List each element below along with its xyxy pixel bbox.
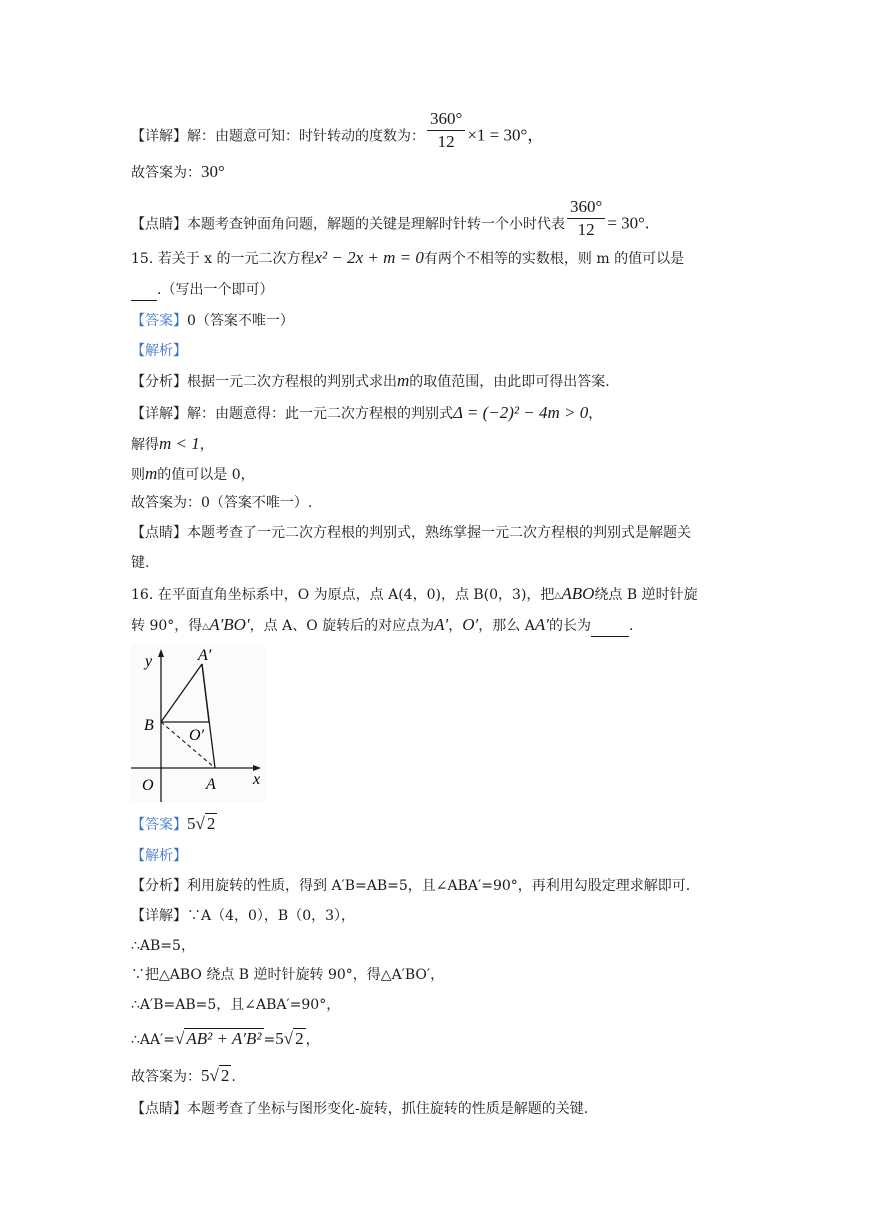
sqrt-icon: √ AB² + A′B² bbox=[175, 1029, 262, 1048]
q16-analysis-label: 【解析】 bbox=[131, 848, 187, 864]
q16-d1: ∵A（4，0），B（0，3）， bbox=[187, 908, 356, 924]
q16-d6-radicand: 2 bbox=[220, 1066, 230, 1085]
q15-comment-line2: 键. bbox=[131, 555, 150, 571]
q16-d5-post: ， bbox=[305, 1032, 320, 1048]
q16-fenxi-label: 【分析】 bbox=[131, 878, 187, 894]
q15-detail-line bbox=[131, 403, 602, 424]
q15-detail-text: 解：由题意得：此一元二次方程根的判别式 bbox=[187, 406, 453, 422]
s14-comment-line bbox=[131, 197, 650, 245]
q16-d5-radicand2: 2 bbox=[295, 1029, 304, 1048]
q15-step1-pre: 解得 bbox=[131, 437, 159, 453]
s14-comment-fraction: $\frac{360^\circ}{12}$ bbox=[567, 198, 605, 239]
q16-comment-line bbox=[131, 1099, 588, 1119]
q15-fenxi-label: 【分析】 bbox=[131, 374, 187, 390]
label-y: y bbox=[145, 653, 153, 670]
s14-comment-rest: = 30°. bbox=[607, 213, 650, 233]
q15-detail-label: 【详解】 bbox=[131, 406, 187, 422]
label-a: A bbox=[206, 776, 216, 793]
q15-fenxi-post: 的取值范围，由此即可得出答案. bbox=[409, 374, 610, 390]
q15-comment-line1 bbox=[131, 523, 691, 543]
s14-comment-text: 本题考查钟面角问题，解题的关键是理解时针转一个小时代表 bbox=[187, 216, 565, 233]
q15-analysis-label: 【解析】 bbox=[131, 343, 187, 359]
s14-detail-label: 【详解】 bbox=[131, 128, 187, 145]
q16-d5-pre: ∴AA′= bbox=[131, 1032, 176, 1048]
q16-answer-line bbox=[131, 814, 217, 835]
q15-step2-post: 的值可以是 0， bbox=[157, 467, 255, 483]
q15-fenxi-line bbox=[131, 371, 610, 392]
q15-line1 bbox=[131, 248, 684, 269]
q15-step2-var: m bbox=[145, 464, 158, 483]
q16-point-a-prime-2: A′ bbox=[534, 615, 549, 634]
q15-stem-pre: 15. 若关于 x 的一元二次方程 bbox=[131, 251, 315, 267]
q15-answer-line bbox=[131, 311, 294, 331]
q16-d6-post: . bbox=[231, 1069, 236, 1085]
q15-step2 bbox=[131, 464, 255, 485]
s14-answer-text: 故答案为： bbox=[131, 165, 201, 181]
q16-blank bbox=[591, 616, 629, 637]
q16-line1 bbox=[131, 584, 698, 606]
q16-detail-line1 bbox=[131, 906, 355, 926]
q16-point-a-prime: A′ bbox=[434, 615, 449, 634]
q15-answer-text: 0（答案不唯一） bbox=[187, 313, 294, 329]
q15-line2 bbox=[131, 280, 273, 301]
q15-analysis-line bbox=[131, 341, 187, 361]
q16-tri1: ABO bbox=[561, 584, 595, 603]
q15-step1 bbox=[131, 434, 214, 455]
triangle-icon: △ bbox=[554, 591, 562, 601]
q16-line2-a: 转 90°，得 bbox=[131, 618, 203, 634]
q16-d6 bbox=[131, 1066, 236, 1087]
q15-line2-text: .（写出一个即可） bbox=[157, 282, 274, 298]
q16-line2-d: ，那么 A bbox=[478, 618, 535, 634]
q15-detail-math: Δ = (−2)² − 4m > 0 bbox=[453, 403, 589, 422]
q15-fenxi-pre: 根据一元二次方程根的判别式求出 bbox=[187, 374, 397, 390]
q16-d6-coef: 5 bbox=[201, 1066, 210, 1085]
q15-answer-label: 【答案】 bbox=[131, 313, 187, 329]
q15-fenxi-var: m bbox=[397, 371, 410, 390]
q16-answer-radicand: 2 bbox=[206, 814, 216, 833]
q16-fenxi-text: 利用旋转的性质，得到 A′B=AB=5，且∠ABA′=90°，再利用勾股定理求解即可. bbox=[187, 878, 691, 894]
q16-stem-post: 绕点 B 逆时针旋 bbox=[594, 587, 698, 603]
s14-detail-line bbox=[131, 109, 545, 157]
q16-comment-label: 【点睛】 bbox=[131, 1101, 187, 1117]
q16-d2: ∴AB=5， bbox=[131, 938, 195, 954]
q16-tri2: A′BO′ bbox=[209, 615, 250, 634]
label-a-prime: A′ bbox=[198, 647, 212, 664]
q16-d5 bbox=[131, 1029, 320, 1050]
label-b: B bbox=[144, 717, 154, 734]
q16-line2 bbox=[131, 615, 633, 637]
q15-detail-end: ， bbox=[588, 406, 603, 422]
q15-step1-math: m < 1 bbox=[159, 434, 200, 453]
s14-detail-text: 解：由题意可知：时针转动的度数为： bbox=[187, 128, 425, 145]
q16-d4: ∴A′B=AB=5，且∠ABA′=90°， bbox=[131, 997, 341, 1013]
sqrt-icon: √ 2 bbox=[283, 1029, 304, 1048]
q15-comment-label: 【点睛】 bbox=[131, 525, 187, 541]
triangle-icon: △ bbox=[202, 622, 210, 632]
label-o-prime: O′ bbox=[189, 727, 205, 744]
q15-comment-text1: 本题考查了一元二次方程根的判别式，熟练掌握一元二次方程根的判别式是解题关 bbox=[187, 525, 691, 541]
q16-d5-coef: 5 bbox=[275, 1029, 284, 1048]
q15-step3: 故答案为：0（答案不唯一）. bbox=[131, 495, 313, 511]
q16-detail-label: 【详解】 bbox=[131, 908, 187, 924]
q16-d5-radicand: AB² + A′B² bbox=[186, 1029, 262, 1048]
q16-line2-f: . bbox=[628, 618, 634, 634]
q15-equation: x² − 2x + m = 0 bbox=[314, 248, 424, 267]
q16-d5-eq: = bbox=[263, 1032, 276, 1048]
label-o: O bbox=[142, 777, 154, 794]
q16-analysis-line bbox=[131, 846, 187, 866]
q15-stem-post: 有两个不相等的实数根，则 m 的值可以是 bbox=[423, 251, 685, 267]
q15-step1-post: ， bbox=[199, 437, 214, 453]
s14-detail-rest: ×1 = 30°， bbox=[467, 125, 545, 145]
q16-stem-pre: 16. 在平面直角坐标系中，O 为原点，点 A(4，0)，点 B(0，3)，把 bbox=[131, 587, 555, 603]
s14-comment-label: 【点睛】 bbox=[131, 216, 187, 233]
s14-fraction: $\frac{360^\circ}{12}$ bbox=[427, 110, 465, 151]
q16-answer-label: 【答案】 bbox=[131, 817, 187, 833]
q15-blank bbox=[131, 280, 157, 301]
q16-answer-coef: 5 bbox=[187, 814, 196, 833]
sqrt-icon: √ 2 bbox=[209, 1066, 230, 1085]
q16-line2-e: 的长为 bbox=[548, 618, 591, 634]
s14-answer-value: 30° bbox=[201, 162, 225, 181]
coordinate-figure bbox=[131, 644, 265, 802]
q16-comment-text: 本题考查了坐标与图形变化-旋转，抓住旋转的性质是解题的关键. bbox=[187, 1101, 589, 1117]
q16-line2-c: ， bbox=[448, 618, 463, 634]
label-x: x bbox=[253, 771, 261, 788]
q15-step2-pre: 则 bbox=[131, 467, 145, 483]
q16-d6-pre: 故答案为： bbox=[131, 1069, 201, 1085]
q16-fenxi-line bbox=[131, 876, 690, 896]
sqrt-icon: √ 2 bbox=[195, 814, 216, 833]
q16-d3: ∵把△ABO 绕点 B 逆时针旋转 90°，得△A′BO′， bbox=[131, 967, 445, 983]
q16-line2-b: ，点 A、O 旋转后的对应点为 bbox=[249, 618, 435, 634]
s14-answer-line bbox=[131, 162, 225, 183]
q16-point-o-prime: O′ bbox=[462, 615, 479, 634]
